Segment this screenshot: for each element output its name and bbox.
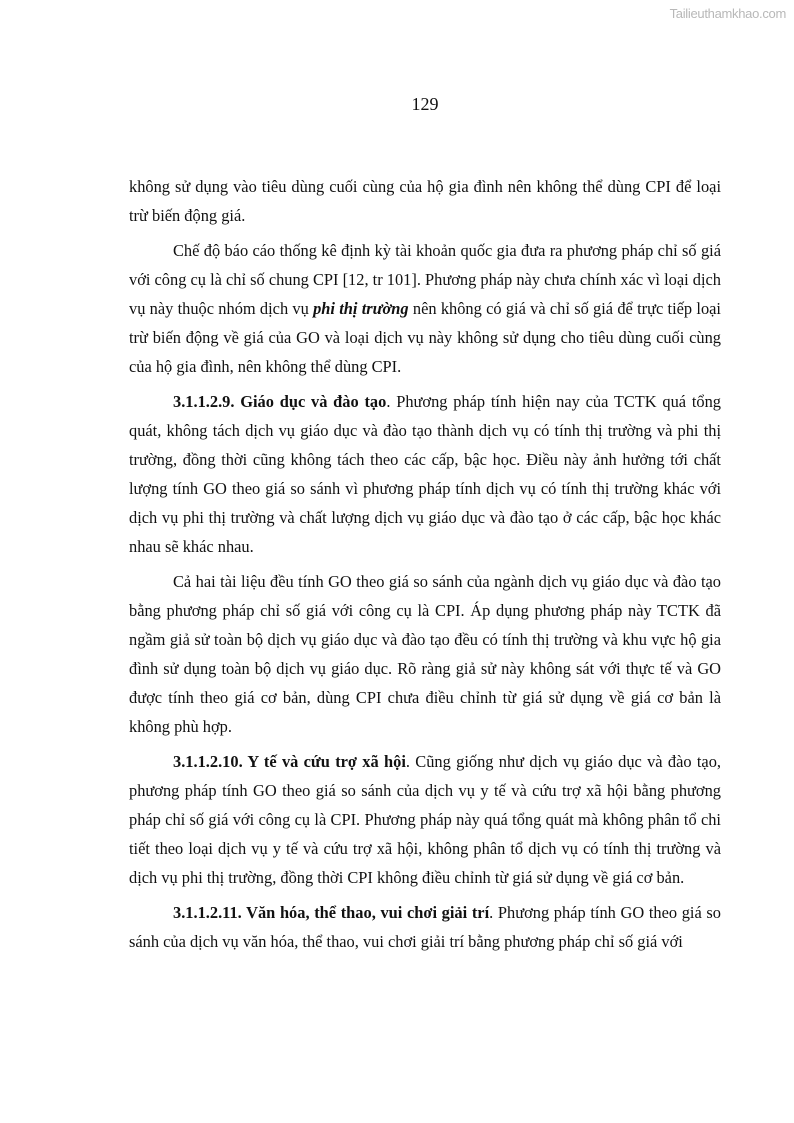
page-number: 129 xyxy=(411,94,439,114)
paragraph-text: . Phương pháp tính hiện nay của TCTK quá tổng quát, không tách dịch vụ giáo dục và đào tạo thành dịch vụ có tính thị trường và phi thị trường, đồng thời cũng không tách theo các cấp, bậc học. Điều này ảnh hưởng tới chất lượng tính GO theo giá so sánh vì phương pháp tính dịch vụ có tính thị trường khác với dịch vụ phi thị trường và chất lượng dịch vụ giáo dục và đào tạo ở các cấp, bậc học khác nhau sẽ khác nhau. xyxy=(129,392,721,556)
document-body xyxy=(129,172,721,962)
watermark: Tailieuthamkhao.com xyxy=(669,6,786,21)
section-education xyxy=(129,387,721,561)
paragraph-reporting-regime xyxy=(129,236,721,381)
paragraph-continuation xyxy=(129,172,721,230)
section-heading: 3.1.1.2.11. Văn hóa, thể thao, vui chơi giải trí xyxy=(173,903,490,922)
paragraph-text: Cả hai tài liệu đều tính GO theo giá so sánh của ngành dịch vụ giáo dục và đào tạo bằng phương pháp chỉ số giá với công cụ là CPI. Áp dụng phương pháp này TCTK đã ngầm giả sử toàn bộ dịch vụ giáo dục và đào tạo đều có tính thị trường và khu vực hộ gia đình sử dụng toàn bộ dịch vụ giáo dục. Rõ ràng giả sử này không sát với thực tế và GO được tính theo giá cơ bản, dùng CPI chưa điều chỉnh từ giá sử dụng về giá cơ bản là không phù hợp. xyxy=(129,572,721,736)
emphasis-non-market: phi thị trường xyxy=(313,299,409,318)
section-heading: 3.1.1.2.10. Y tế và cứu trợ xã hội xyxy=(173,752,406,771)
paragraph-text: không sử dụng vào tiêu dùng cuối cùng của hộ gia đình nên không thể dùng CPI để loại trừ biến động giá. xyxy=(129,177,721,225)
paragraph-text: . Phương pháp tính GO theo giá so sánh của dịch vụ văn hóa, thể thao, vui chơi giải trí bằng phương pháp chỉ số giá với xyxy=(129,903,721,951)
section-health xyxy=(129,747,721,892)
paragraph-text: . Cũng giống như dịch vụ giáo dục và đào tạo, phương pháp tính GO theo giá so sánh của dịch vụ y tế và cứu trợ xã hội bằng phương pháp chỉ số giá với công cụ là CPI. Phương pháp này quá tổng quát mà không phân tổ chi tiết theo loại dịch vụ y tế và cứu trợ xã hội, không phân tổ dịch vụ có tính thị trường và dịch vụ phi thị trường, đồng thời CPI không điều chỉnh từ giá sử dụng về giá cơ bản. xyxy=(129,752,721,887)
section-heading: 3.1.1.2.9. Giáo dục và đào tạo xyxy=(173,392,387,411)
section-culture-sports xyxy=(129,898,721,956)
paragraph-both-documents xyxy=(129,567,721,741)
paragraph-text: Chế độ báo cáo thống kê định kỳ tài khoản quốc gia đưa ra phương pháp chỉ số giá với công cụ là chỉ số chung CPI [12, tr 101]. Phương pháp này chưa chính xác vì loại dịch vụ này thuộc nhóm dịch vụ xyxy=(129,241,721,318)
paragraph-text: nên không có giá và chỉ số giá để trực tiếp loại trừ biến động về giá của GO và loại dịch vụ này không sử dụng cho tiêu dùng cuối cùng của hộ gia đình, nên không thể dùng CPI. xyxy=(129,299,721,376)
